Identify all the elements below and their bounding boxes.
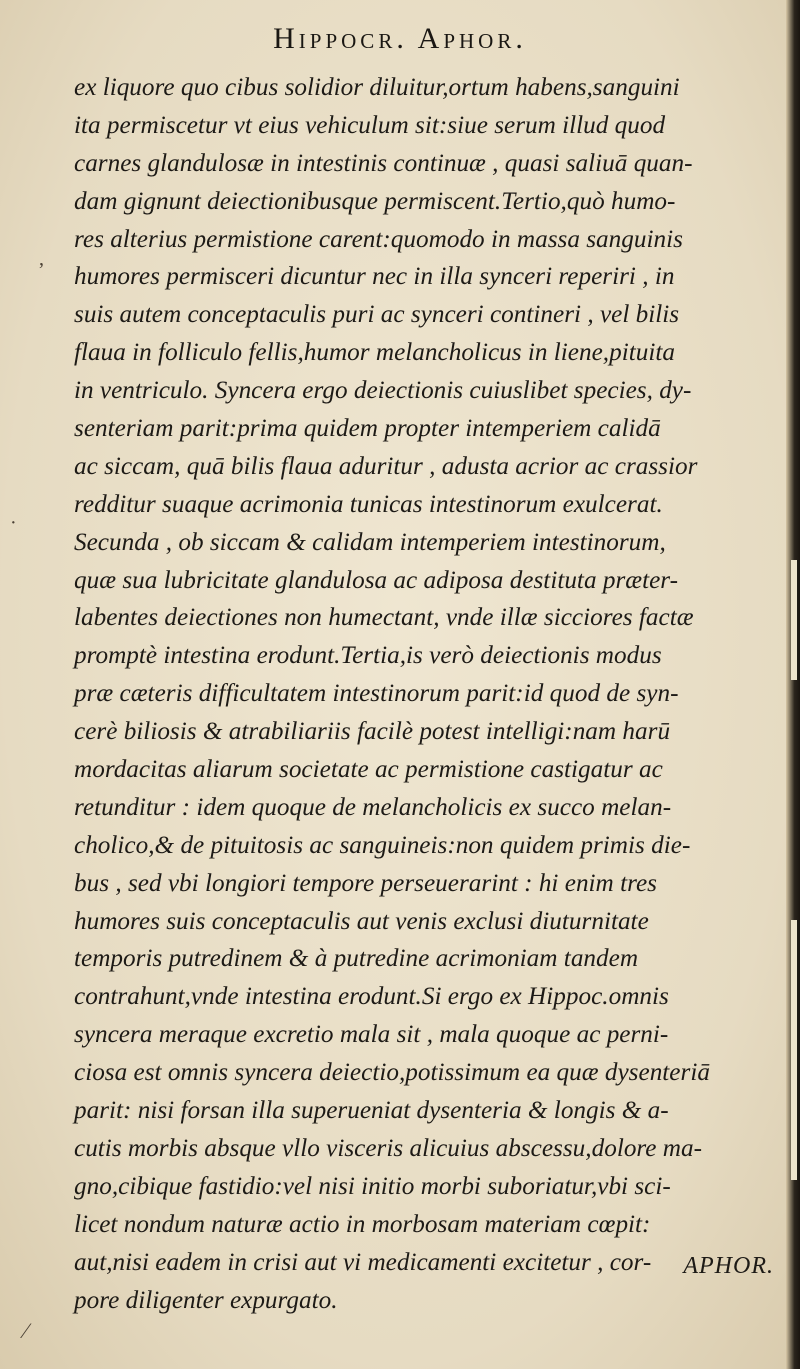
text-line: temporis putredinem & à putredine acrimoniam tandem [74, 943, 639, 973]
body-text [74, 68, 794, 1318]
text-line: carnes glandulosæ in intestinis continuæ , quasi saliuā quan- [74, 147, 693, 177]
margin-mark: · [10, 512, 17, 534]
text-line: cerè biliosis & atrabiliariis facilè potest intelligi:nam harū [74, 716, 671, 746]
text-line: cholico,& de pituitosis ac sanguineis:non quidem primis die- [74, 829, 691, 859]
text-line: labentes deiectiones non humectant, vnde illæ sicciores factæ [74, 602, 694, 632]
text-line: ex liquore quo cibus solidior diluitur,ortum habens,sanguini [74, 72, 680, 101]
quill-mark: ⁄ [24, 1318, 28, 1343]
text-line: promptè intestina erodunt.Tertia,is verò deiectionis modus [74, 640, 662, 670]
text-line: humores permisceri dicuntur nec in illa synceri reperiri , in [74, 261, 675, 291]
text-line: pore diligenter expurgato. [74, 1284, 338, 1314]
text-line: flaua in folliculo fellis,humor melancholicus in liene,pituita [74, 337, 675, 367]
text-line: suis autem conceptaculis puri ac synceri contineri , vel bilis [74, 299, 680, 329]
text-line: contrahunt,vnde intestina erodunt.Si ergo ex Hippoc.omnis [74, 981, 669, 1011]
text-line: humores suis conceptaculis aut venis exclusi diuturnitate [74, 905, 649, 935]
text-line: ita permiscetur vt eius vehiculum sit:siue serum illud quod [74, 109, 666, 139]
running-header: Hippocr. Aphor. [273, 22, 527, 55]
text-line: præ cæteris difficultatem intestinorum parit:id quod de syn- [74, 678, 679, 708]
text-line: aut,nisi eadem in crisi aut vi medicamenti excitetur , cor- [74, 1246, 652, 1276]
text-line: bus , sed vbi longiori tempore perseuerarint : hi enim tres [74, 867, 657, 897]
text-line: parit: nisi forsan illa superueniat dysenteria & longis & a- [74, 1095, 669, 1125]
text-line: ac siccam, quā bilis flaua aduritur , adusta acrior ac crassior [74, 450, 698, 480]
margin-mark: ‚ [38, 248, 45, 270]
text-line: in ventriculo. Syncera ergo deiectionis cuiuslibet species, dy- [74, 375, 692, 405]
text-line: licet nondum naturæ actio in morbosam materiam cœpit: [74, 1208, 651, 1238]
text-line: Secunda , ob siccam & calidam intemperiem intestinorum, [74, 526, 666, 556]
text-line: cutis morbis absque vllo visceris alicuius abscessu,dolore ma- [74, 1132, 703, 1162]
catchword: APHOR. [683, 1253, 774, 1279]
text-line: senteriam parit:prima quidem propter intemperiem calidā [74, 413, 661, 443]
text-line: retunditur : idem quoque de melancholicis ex succo melan- [74, 791, 672, 821]
text-line: mordacitas aliarum societate ac permistione castigatur ac [74, 754, 663, 784]
text-line: quæ sua lubricitate glandulosa ac adiposa destituta præter- [74, 564, 679, 594]
text-line: res alterius permistione carent:quomodo in massa sanguinis [74, 223, 683, 253]
text-line: gno,cibique fastidio:vel nisi initio morbi suboriatur,vbi sci- [74, 1170, 671, 1200]
text-line: syncera meraque excretio mala sit , mala quoque ac perni- [74, 1019, 669, 1049]
text-line: redditur suaque acrimonia tunicas intestinorum exulcerat. [74, 488, 663, 518]
text-line: ciosa est omnis syncera deiectio,potissimum ea quæ dysenteriā [74, 1057, 710, 1087]
text-line: dam gignunt deiectionibusque permiscent.Tertio,quò humo- [74, 185, 676, 215]
